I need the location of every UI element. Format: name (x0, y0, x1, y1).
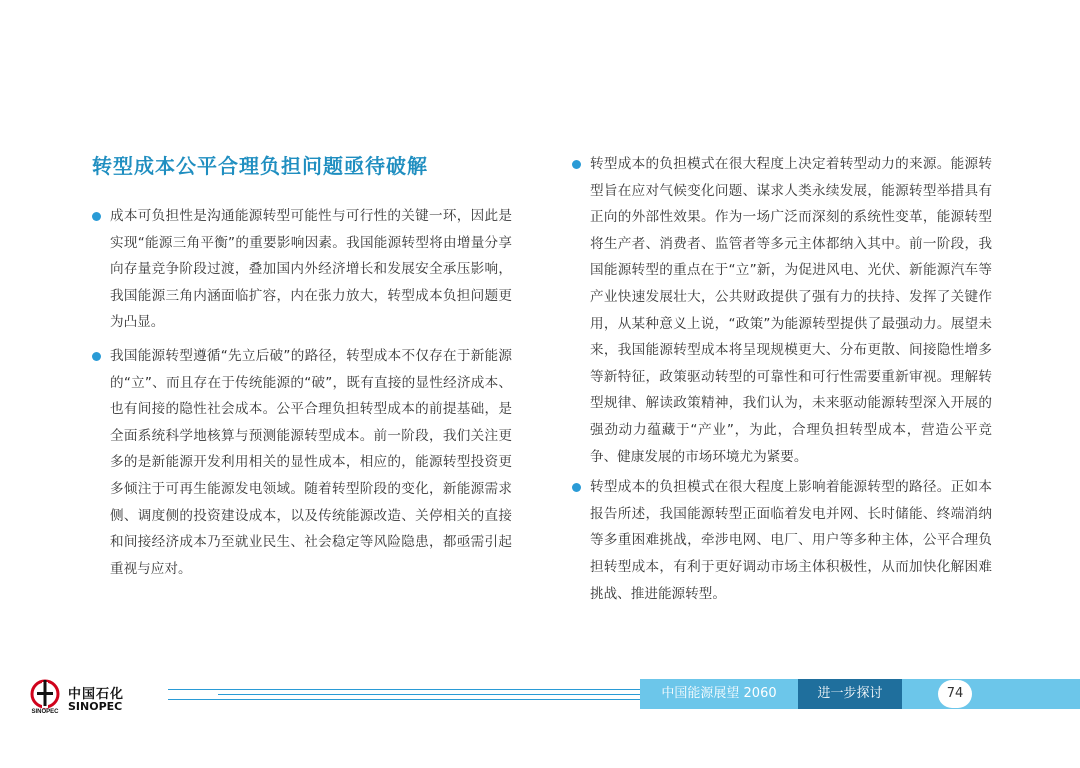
paragraph-text: 成本可负担性是沟通能源转型可能性与可行性的关键一环，因此是实现“能源三角平衡”的重要影响因素。我国能源转型将由增量分享向存量竞争阶段过渡，叠加国内外经济增长和发展安全承压影响，我国能源三角内涵面临扩容，内在张力放大，转型成本负担问题更为凸显。 (110, 208, 512, 331)
right-column (572, 151, 992, 611)
logo-english-name: SINOPEC (68, 700, 123, 713)
chapter-label: 进一步探讨 (798, 679, 902, 709)
logo-chinese-name: 中国石化 (68, 687, 125, 702)
logo-mark-text: SINOPEC (31, 709, 59, 714)
paragraph-text: 转型成本的负担模式在很大程度上决定着转型动力的来源。能源转型旨在应对气候变化问题、谋求人类永续发展，能源转型举措具有正向的外部性效果。作为一场广泛而深刻的系统性变革，能源转型将生产者、消费者、监管者等多元主体都纳入其中。前一阶段，我国能源转型的重点在于“立”新，为促进风电、光伏、新能源汽车等产业快速发展壮大，公共财政提供了强有力的扶持、发挥了关键作用，从某种意义上说，“政策”为能源转型提供了最强动力。展望未来，我国能源转型成本将呈现规模更大、分布更散、间接隐性增多等新特征，政策驱动转型的可靠性和可行性需要重新审视。理解转型规律、解读政策精神，我们认为，未来驱动能源转型深入开展的强劲动力蕴藏于“产业”，为此，合理负担转型成本，营造公平竞争、健康发展的市场环境尤为紧要。 (590, 156, 992, 465)
report-title: 中国能源展望 2060 (661, 686, 777, 701)
footer-divider (218, 694, 640, 695)
left-column (92, 203, 512, 589)
section-title: 转型成本公平合理负担问题亟待破解 (92, 154, 428, 178)
bullet-icon (92, 212, 101, 221)
footer-divider (168, 689, 640, 690)
bullet-icon (572, 483, 581, 492)
paragraph (572, 474, 992, 607)
bullet-icon (572, 160, 581, 169)
sinopec-logo-icon (27, 678, 63, 714)
paragraph (92, 203, 512, 336)
paragraph-text: 转型成本的负担模式在很大程度上影响着能源转型的路径。正如本报告所述，我国能源转型正面临着发电并网、长时储能、终端消纳等多重困难挑战，牵涉电网、电厂、用户等多种主体，公平合理负担转型成本，有利于更好调动市场主体积极性，从而加快化解困难挑战、推进能源转型。 (590, 479, 992, 602)
paragraph-text: 我国能源转型遵循“先立后破”的路径，转型成本不仅存在于新能源的“立”、而且存在于传统能源的“破”，既有直接的显性经济成本、也有间接的隐性社会成本。公平合理负担转型成本的前提基础，是全面系统科学地核算与预测能源转型成本。前一阶段，我们关注更多的是新能源开发利用相关的显性成本，相应的，能源转型投资更多倾注于可再生能源发电领域。随着转型阶段的变化，新能源需求侧、调度侧的投资建设成本，以及传统能源改造、关停相关的直接和间接经济成本乃至就业民生、社会稳定等风险隐患，都亟需引起重视与应对。 (110, 347, 512, 577)
paragraph (572, 151, 992, 470)
page-number: 74 (938, 680, 972, 708)
bullet-icon (92, 352, 101, 361)
footer-divider (168, 699, 640, 700)
paragraph (92, 343, 512, 582)
